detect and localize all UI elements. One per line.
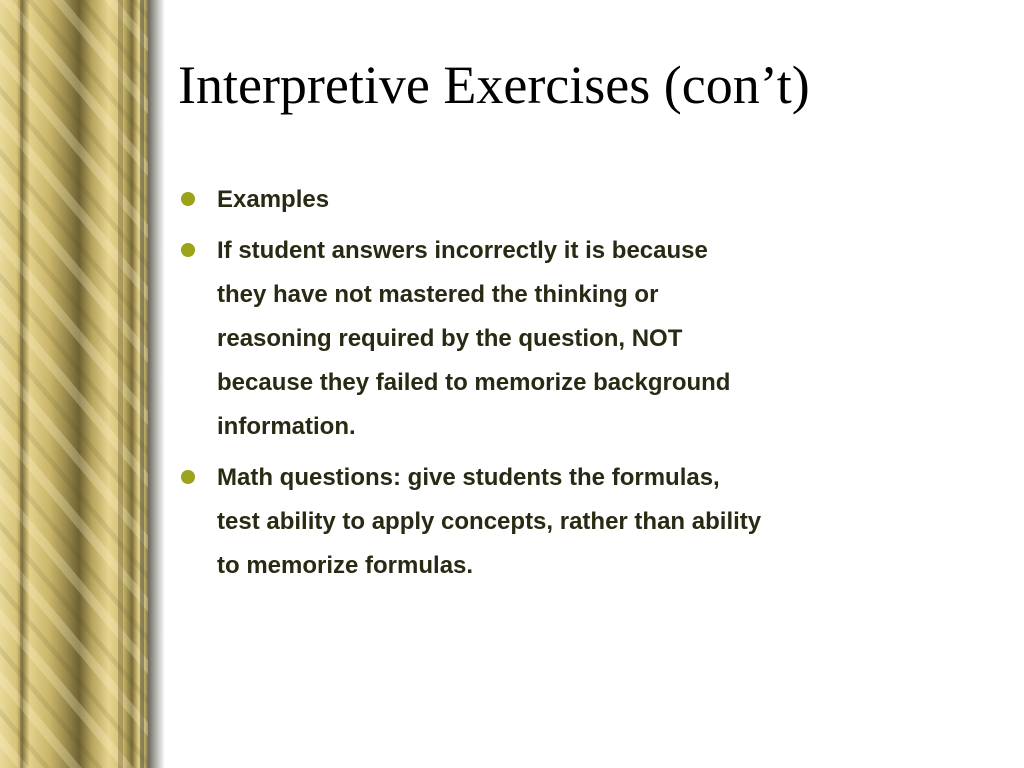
bullet-line: because they failed to memorize background: [217, 369, 731, 396]
bullet-line: Math questions: give students the formulas,: [217, 464, 720, 491]
slide-title: Interpretive Exercises (con’t): [178, 55, 810, 115]
bullet-text: [217, 456, 878, 588]
bullet-line: test ability to apply concepts, rather than ability: [217, 508, 762, 535]
bullet-text: [217, 229, 878, 449]
bullet-item: [178, 178, 878, 222]
bullet-line: reasoning required by the question, NOT: [217, 325, 683, 352]
bullet-line: If student answers incorrectly it is because: [217, 237, 708, 264]
bullet-text: [217, 178, 878, 222]
bullet-line: Examples: [217, 186, 330, 213]
bullet-line: they have not mastered the thinking or: [217, 281, 659, 308]
bullet-line: information.: [217, 413, 356, 440]
bullet-dot-icon: [181, 192, 195, 206]
bullet-list: [178, 178, 878, 595]
bullet-dot-icon: [181, 470, 195, 484]
bullet-item: [178, 456, 878, 588]
bullet-line: to memorize formulas.: [217, 552, 474, 579]
decorative-gold-column: [0, 0, 165, 768]
bullet-item: [178, 229, 878, 449]
bullet-dot-icon: [181, 243, 195, 257]
